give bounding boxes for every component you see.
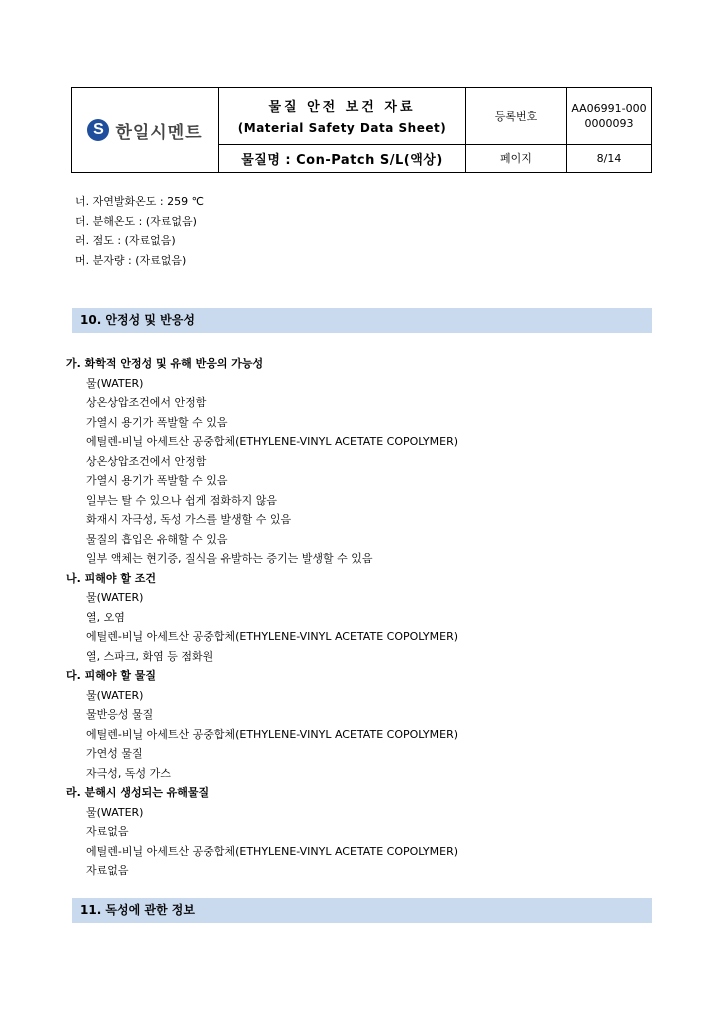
list-item: 열, 스파크, 화염 등 점화원 (86, 649, 214, 663)
subsection-heading: 다. 피해야 할 물질 (66, 669, 157, 682)
list-item: 상온상압조건에서 안정함 (86, 454, 207, 468)
list-item: 물(WATER) (86, 591, 144, 604)
property-line: 머. 분자량 : (자료없음) (75, 253, 187, 267)
company-logo-icon (87, 119, 109, 141)
physical-properties-list (75, 192, 204, 270)
registration-label: 등록번호 (466, 88, 567, 145)
list-item: 자극성, 독성 가스 (86, 766, 171, 780)
list-item: 에틸렌-비닐 아세트산 공중합체(ETHYLENE-VINYL ACETATE COPOLYMER) (86, 435, 459, 448)
document-title-cell (219, 88, 466, 145)
company-logo-cell (72, 88, 219, 173)
list-item: 자료없음 (86, 864, 129, 877)
header-table (71, 87, 652, 173)
list-item: 가연성 물질 (86, 747, 143, 760)
list-item: 일부 액체는 현기증, 질식을 유발하는 증기는 발생할 수 있음 (86, 552, 373, 565)
page-label: 페이지 (466, 144, 567, 172)
list-item: 물반응성 물질 (86, 708, 154, 721)
subsection-heading: 나. 피해야 할 조건 (66, 571, 157, 585)
list-item: 에틸렌-비닐 아세트산 공중합체(ETHYLENE-VINYL ACETATE COPOLYMER) (86, 630, 459, 643)
registration-number-line-1: AA06991-000 (571, 101, 647, 115)
subsection-heading: 가. 화학적 안정성 및 유해 반응의 가능성 (66, 357, 264, 370)
list-item: 일부는 탈 수 있으나 쉽게 점화하지 않음 (86, 493, 277, 507)
company-name: 한일시멘트 (115, 122, 203, 143)
list-item: 화재시 자극성, 독성 가스를 발생할 수 있음 (86, 513, 292, 526)
company-logo (72, 118, 218, 143)
section-10-content (66, 354, 458, 881)
list-item: 물(WATER) (86, 805, 144, 819)
registration-number-line-2: 0000093 (584, 116, 634, 130)
property-line: 러. 점도 : (자료없음) (75, 234, 176, 247)
list-item: 가열시 용기가 폭발할 수 있음 (86, 474, 228, 487)
list-item: 열, 오염 (86, 610, 125, 624)
list-item: 에틸렌-비닐 아세트산 공중합체(ETHYLENE-VINYL ACETATE COPOLYMER) (86, 844, 459, 858)
list-item: 상온상압조건에서 안정함 (86, 396, 207, 409)
list-item: 물(WATER) (86, 688, 144, 702)
list-item: 에틸렌-비닐 아세트산 공중합체(ETHYLENE-VINYL ACETATE COPOLYMER) (86, 727, 459, 741)
document-title-english: (Material Safety Data Sheet) (237, 121, 447, 136)
page-number: 8/14 (567, 144, 652, 172)
registration-number (567, 88, 652, 145)
product-name: 물질명 : Con-Patch S/L(액상) (219, 144, 466, 172)
section-10-heading: 10. 안정성 및 반응성 (72, 308, 652, 333)
subsection-heading: 라. 분해시 생성되는 유해물질 (66, 786, 210, 799)
property-line: 너. 자연발화온도 : 259 ℃ (75, 195, 204, 208)
list-item: 자료없음 (86, 825, 129, 838)
property-line: 더. 분해온도 : (자료없음) (75, 214, 197, 228)
list-item: 물(WATER) (86, 376, 144, 390)
section-11-heading: 11. 독성에 관한 정보 (72, 898, 652, 923)
document-title-korean: 물질 안전 보건 자료 (268, 100, 416, 116)
list-item: 물질의 흡입은 유해할 수 있음 (86, 532, 228, 546)
list-item: 가열시 용기가 폭발할 수 있음 (86, 415, 228, 429)
